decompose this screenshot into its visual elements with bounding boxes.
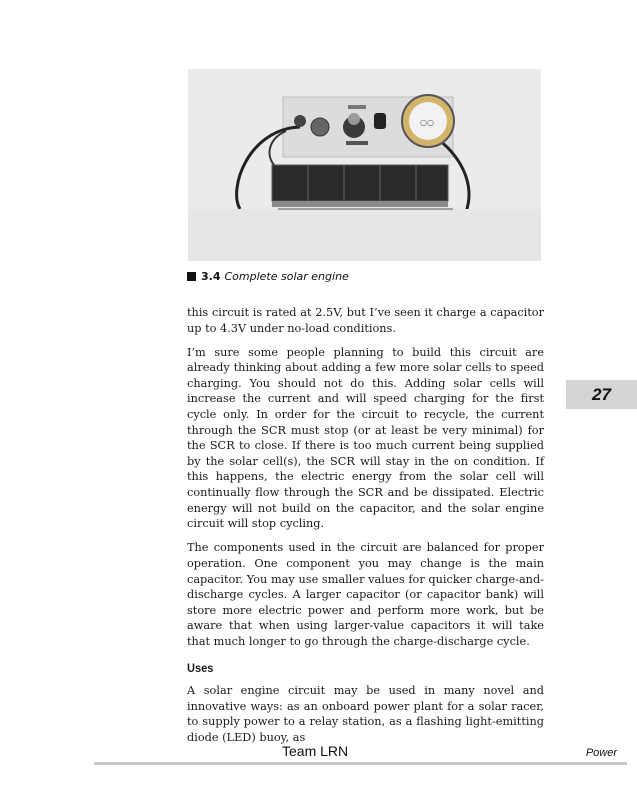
footer-rule [94, 762, 627, 765]
paragraph: I’m sure some people planning to build this circuit are already thinking about adding a few more solar cells to speed charging. You should not do this. Adding solar cells will increase the current and will speed charging for the first cycle only. In order for the circuit to recycle, the current through the SCR must stop (or at least be very minimal) for the SCR to close. If there is too much current being supplied by the solar cell(s), the SCR will stay in the on condition. If this happens, the electric energy from the solar cell will continually flow through the SCR and be dissipated. Electric energy will not build on the capacitor, and the solar engine circuit will stop cycling. [187, 345, 544, 531]
figure-photo [188, 69, 541, 261]
footer-watermark: Team LRN [282, 743, 349, 759]
page-number-tab [566, 380, 637, 409]
paragraph: The components used in the circuit are balanced for proper operation. One component you may change is the main capacitor. You may use smaller values for quicker charge-and-discharge cycles. A larger capacitor (or capacitor bank) will store more electric power and perform more work, but be aware that when using larger-value capacitors it will take that much longer to go through the charge-discharge cycle. [187, 541, 544, 648]
main-text [187, 305, 544, 754]
caption-square-icon [187, 272, 196, 281]
figure-number: 3.4 [201, 270, 221, 283]
section-heading: Uses [187, 661, 214, 676]
svg-text:○○: ○○ [420, 118, 434, 127]
page-number: 27 [592, 384, 611, 404]
figure-caption-text: Complete solar engine [224, 270, 349, 283]
paragraph: A solar engine circuit may be used in many novel and innovative ways: as an onboard power plant for a solar racer, to supply power to a relay station, as a flashing light-emitting diode (LED) buoy, as [187, 684, 544, 744]
solar-engine-photo [188, 69, 541, 261]
figure-caption [187, 270, 547, 283]
footer-chapter: Power [585, 747, 617, 759]
paragraph: this circuit is rated at 2.5V, but I’ve seen it charge a capacitor up to 4.3V under no-load conditions. [187, 306, 544, 335]
